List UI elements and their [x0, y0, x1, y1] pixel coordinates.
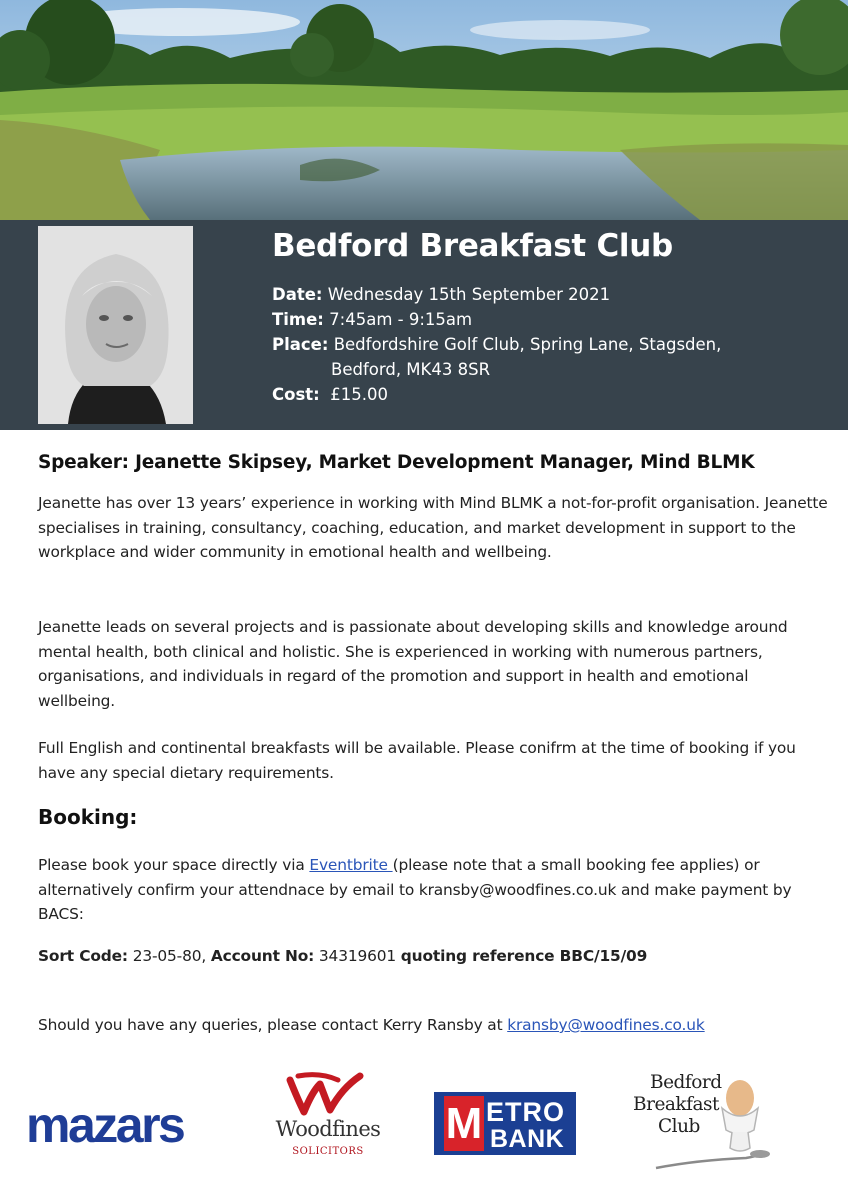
event-time: [272, 308, 472, 332]
bank-details: [38, 947, 647, 965]
booking-instructions: [38, 853, 828, 927]
event-title: Bedford Breakfast Club: [272, 228, 673, 264]
breakfast-info-paragraph: Full English and continental breakfasts will be available. Please conifrm at the time of booking if you have any special dietary requirements.: [38, 739, 796, 782]
booking-heading: Booking:: [38, 805, 138, 829]
bedford-breakfast-club-logo: [628, 1068, 788, 1178]
bbc-logo-line-1: Bedford: [650, 1072, 722, 1093]
contact-email-link[interactable]: kransby@woodfines.co.uk: [507, 1016, 705, 1034]
metro-bank-text: BANK: [490, 1125, 565, 1153]
queries-line: [38, 1016, 705, 1034]
event-place: [272, 333, 721, 357]
bbc-logo-line-3: Club: [658, 1116, 700, 1137]
event-date: [272, 283, 610, 307]
metro-top-text: ETRO: [486, 1097, 566, 1127]
sort-code-value: 23-05-80,: [127, 947, 211, 965]
speaker-bio-paragraph-2: Jeanette leads on several projects and is passionate about developing skills and knowledge around mental health, both clinical and holistic. She is experienced in working with numerous partners, organisations, and individuals in regard of the promotion and support in health and emotional wellbeing.: [38, 618, 788, 710]
woodfines-subtitle: SOLICITORS: [292, 1146, 364, 1157]
account-number-value: 34319601: [314, 947, 401, 965]
bbc-logo-line-2: Breakfast: [633, 1094, 719, 1115]
date-value: Wednesday 15th September 2021: [327, 285, 611, 304]
place-label: Place:: [272, 335, 329, 354]
speaker-heading: Speaker: Jeanette Skipsey, Market Development Manager, Mind BLMK: [38, 452, 755, 473]
speaker-bio-paragraph-1: Jeanette has over 13 years’ experience in working with Mind BLMK a not-for-profit organisation. Jeanette specialises in training, consultancy, coaching, education, and market development in support to the workplace and wider community in emotional health and wellbeing.: [38, 494, 828, 561]
cost-value: £15.00: [330, 385, 388, 404]
metro-m-letter: M: [444, 1096, 484, 1151]
cost-label: Cost:: [272, 385, 320, 404]
golf-course-illustration: [0, 0, 848, 220]
booking-text-before-link: Please book your space directly via: [38, 856, 310, 874]
place-line-1: Bedfordshire Golf Club, Spring Lane, Stagsden,: [333, 335, 722, 354]
metro-bank-logo: [434, 1092, 576, 1155]
time-value: 7:45am - 9:15am: [329, 310, 473, 329]
booking-text-after-link: (please note that a small booking fee applies) or alternatively confirm your attendnace by email to kransby@woodfines.co.uk and make payment by BACS:: [38, 856, 792, 923]
mazars-logo: mazars: [26, 1097, 184, 1153]
speaker-photo: [38, 226, 193, 424]
hero-landscape-image: [0, 0, 848, 220]
event-place-line-2: Bedford, MK43 8SR: [331, 360, 491, 379]
woodfines-logo: [268, 1070, 388, 1165]
egg-cup-icon: [628, 1068, 788, 1178]
eventbrite-link[interactable]: Eventbrite: [309, 856, 393, 874]
speaker-portrait-icon: [38, 226, 193, 424]
account-number-label: Account No:: [210, 947, 315, 965]
woodfines-w-mark-icon: [268, 1070, 388, 1120]
woodfines-name: Woodfines: [275, 1117, 381, 1141]
event-cost: [272, 383, 388, 407]
time-label: Time:: [272, 310, 324, 329]
payment-reference: quoting reference BBC/15/09: [400, 947, 648, 965]
queries-text: Should you have any queries, please contact Kerry Ransby at: [38, 1016, 508, 1034]
date-label: Date:: [272, 285, 323, 304]
sort-code-label: Sort Code:: [38, 947, 128, 965]
